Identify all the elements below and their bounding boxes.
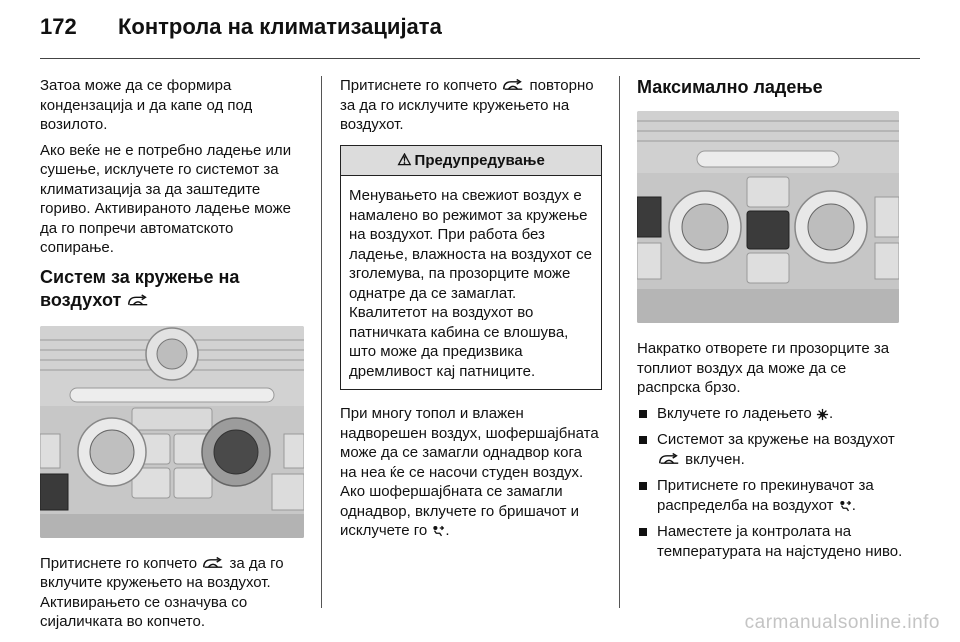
- paragraph: Затоа може да се формира кондензација и да капе од под возилото.: [40, 77, 253, 133]
- warning-title: ⚠ Предупредување: [341, 146, 601, 177]
- column-3: [637, 76, 909, 568]
- page-header: [40, 14, 442, 40]
- paragraph: Ако веќе не е потребно ладење или сушење, исклучете го системот за климатизација за да заштедите гориво. Активираното ладење може да го попречи автоматското сопирање.: [40, 141, 292, 256]
- header-rule: [40, 58, 920, 59]
- recirculation-icon: [126, 293, 150, 309]
- air-distribution-icon: [838, 500, 852, 513]
- list-item: Наместете ја контролата на температурата на најстудено ниво.: [637, 522, 909, 561]
- list-item: Вклучете го ладењето .: [637, 404, 909, 424]
- snowflake-icon: [816, 408, 829, 421]
- column-divider: [321, 76, 322, 608]
- paragraph-windscreen: При многу топол и влажен надворешен воздух, шофершајбната може да се замагли однадвор кога на неа ќе се насочи студен воздух. Ако шофершајбната се замагли однадвор, вклучете го бришачот и исклучете го .: [340, 405, 599, 539]
- list-item: Системот за кружење на воздухот вклучен.: [637, 430, 909, 469]
- column-2: [340, 76, 602, 547]
- paragraph-recirculation-off: Притиснете го копчето повторно за да го исклучите кружењето на воздухот.: [340, 77, 594, 133]
- recirculation-icon: [657, 452, 681, 467]
- climate-panel-image: [637, 111, 899, 323]
- climate-panel-image: [40, 326, 304, 538]
- recirculation-icon: [501, 78, 525, 93]
- page-title: Контрола на климатизацијата: [118, 14, 442, 39]
- section-heading-max-cooling: Максимално ладење: [637, 77, 823, 97]
- warning-box: [340, 145, 602, 391]
- paragraph-recirculation-on: Притиснете го копчето за да го вклучите кружењето на воздухот. Активирањето се означува со сијаличката во копчето.: [40, 554, 284, 630]
- watermark: carmanualsonline.info: [744, 612, 940, 633]
- column-1: [40, 76, 305, 638]
- warning-text: Менувањето на свежиот воздух е намалено во режимот за кружење на воздухот. При работа без ладење, влажноста на воздухот се зголемува, па прозорците може однатре да се замаглат. Квалитетот на воздухот во патничката кабина се влошува, што може да предизвика дремливост кај патниците.: [349, 187, 592, 380]
- column-divider: [619, 76, 620, 608]
- section-heading-recirculation: [40, 266, 305, 312]
- heading-text: Систем за кружење на воздухот: [40, 266, 240, 310]
- paragraph: Накратко отворете ги прозорците за топлиот воздух да може да се распрска брзо.: [637, 340, 890, 396]
- warning-triangle-icon: ⚠: [397, 151, 412, 169]
- recirculation-icon: [201, 556, 225, 571]
- steps-list: [637, 404, 909, 562]
- page-number: 172: [40, 14, 77, 39]
- air-distribution-icon: [431, 525, 445, 538]
- list-item: Притиснете го прекинувачот за распределба на воздухот .: [637, 476, 909, 515]
